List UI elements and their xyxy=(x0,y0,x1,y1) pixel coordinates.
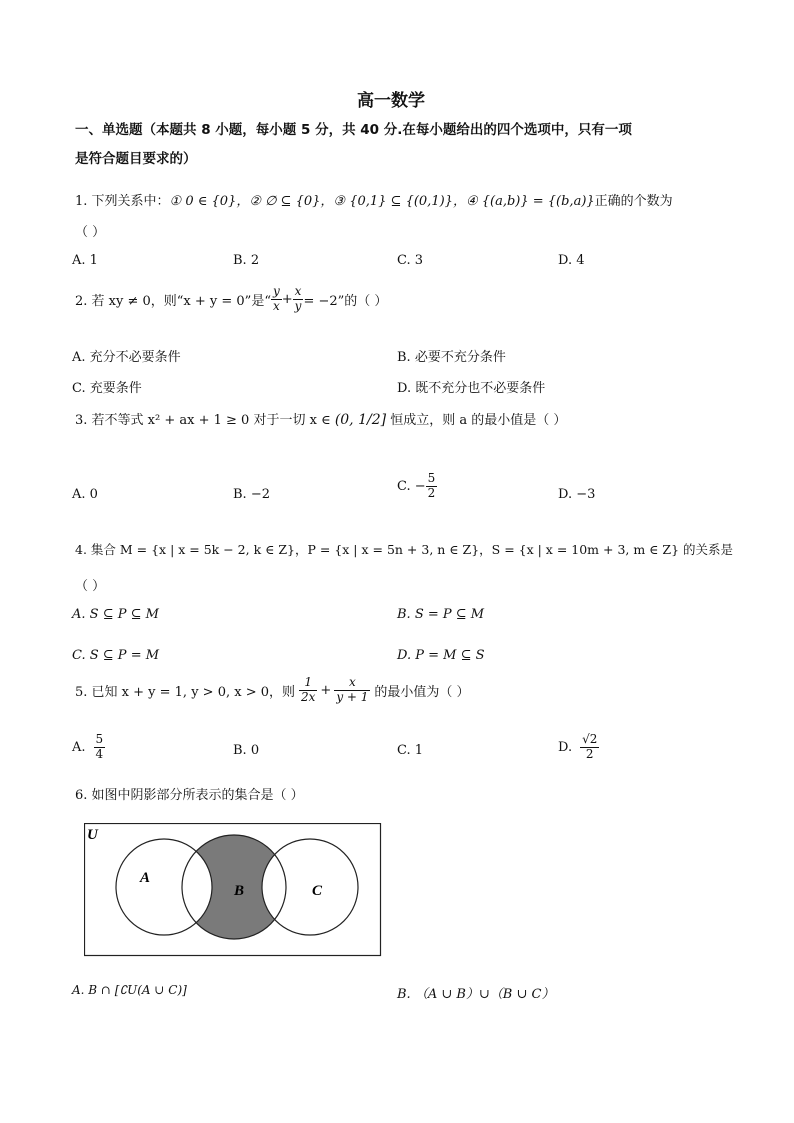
q4-option-b[interactable]: B. S = P ⊆ M xyxy=(397,607,485,622)
venn-label-u: U xyxy=(87,827,98,843)
q3-option-b[interactable]: B. −2 xyxy=(233,487,270,502)
q5-option-d[interactable] xyxy=(558,733,599,762)
q3-option-c[interactable] xyxy=(397,472,437,501)
q2-option-b[interactable]: B. 必要不充分条件 xyxy=(397,350,506,365)
q5-option-b[interactable]: B. 0 xyxy=(233,743,260,758)
q2-prefix: 2. 若 xy ≠ 0，则“x + y = 0”是“ xyxy=(75,293,271,309)
q3-suffix: 恒成立，则 a 的最小值是（ ） xyxy=(390,413,567,428)
question-2 xyxy=(75,285,387,314)
q3-option-a[interactable]: A. 0 xyxy=(72,487,98,502)
q2-fraction-2: $\frac{x}{y}$ xyxy=(294,284,302,313)
q6-option-a[interactable]: A. B ∩ [∁U(A ∪ C)] xyxy=(72,983,187,997)
q4-option-a[interactable]: A. S ⊆ P ⊆ M xyxy=(72,607,159,622)
q2-option-d[interactable]: D. 既不充分也不必要条件 xyxy=(397,381,546,396)
question-5 xyxy=(75,676,470,705)
q2-option-c[interactable]: C. 充要条件 xyxy=(72,381,142,396)
q3-prefix: 3. 若不等式 x² + ax + 1 ≥ 0 对于一切 x ∈ xyxy=(75,413,331,428)
venn-label-b: B xyxy=(234,883,245,899)
q1-option-a[interactable]: A. 1 xyxy=(72,253,98,268)
q5-suffix: 的最小值为（ ） xyxy=(374,684,470,700)
q5-plus: + xyxy=(320,682,332,698)
q5-option-a[interactable] xyxy=(72,733,105,762)
q1-relation-3: ，③ {0,1} ⊆ {(0,1)} xyxy=(320,194,453,209)
q5-option-a-label: A. xyxy=(72,739,86,755)
q1-option-c[interactable]: C. 3 xyxy=(397,253,424,268)
q4-option-c[interactable]: C. S ⊆ P = M xyxy=(72,648,160,663)
section-header-line2: 是符合题目要求的） xyxy=(75,151,197,167)
q3-option-d[interactable]: D. −3 xyxy=(558,487,596,502)
q3-option-c-fraction: $\frac{5}{2}$ xyxy=(427,471,436,500)
question-3 xyxy=(75,409,566,428)
q5-prefix: 5. 已知 x + y = 1, y > 0, x > 0，则 xyxy=(75,684,295,700)
q3-interval: (0, 1/2] xyxy=(334,412,387,428)
q5-option-d-label: D. xyxy=(558,739,573,755)
q1-relation-1: ① 0 ∈ {0} xyxy=(169,194,237,209)
q3-option-c-label: C. − xyxy=(397,478,426,494)
venn-diagram xyxy=(84,823,382,957)
page-title: 高一数学 xyxy=(357,91,425,111)
q1-answer-paren: （ ） xyxy=(75,225,106,240)
question-6: 6. 如图中阴影部分所表示的集合是（ ） xyxy=(75,788,304,803)
q1-prefix: 1. 下列关系中： xyxy=(75,194,170,209)
q4-answer-paren: （ ） xyxy=(75,579,106,594)
question-4: 4. 集合 M = {x | x = 5k − 2, k ∈ Z}，P = {x | x = 5n + 3, n ∈ Z}，S = {x | x = 10m + 3, m ∈ Z} 的关系是 xyxy=(75,542,734,557)
q2-option-a[interactable]: A. 充分不必要条件 xyxy=(72,350,181,365)
q4-option-d[interactable]: D. P = M ⊆ S xyxy=(397,648,485,663)
section-header-line1: 一、单选题（本题共 8 小题，每小题 5 分，共 40 分.在每小题给出的四个选项中，只有一项 xyxy=(75,122,632,138)
q1-relation-4: ，④ {(a,b)} = {(b,a)} xyxy=(452,194,595,209)
venn-label-a: A xyxy=(140,870,151,886)
q1-option-d[interactable]: D. 4 xyxy=(558,253,585,268)
question-1 xyxy=(75,190,673,209)
q5-option-a-fraction: $\frac{5}{4}$ xyxy=(95,732,104,761)
q2-fraction-1: $\frac{y}{x}$ xyxy=(272,284,280,313)
venn-label-c: C xyxy=(312,883,323,899)
q1-suffix: 正确的个数为 xyxy=(594,194,673,209)
q5-option-d-fraction: $\frac{√2}{2}$ xyxy=(582,732,598,761)
q2-tail: = −2”的（ ） xyxy=(303,293,388,309)
q5-fraction-1: $\frac{1}{2x}$ xyxy=(301,675,316,704)
q2-plus: + xyxy=(281,291,293,307)
q5-option-c[interactable]: C. 1 xyxy=(397,743,424,758)
q6-option-b[interactable]: B. （A ∪ B）∪（B ∪ C） xyxy=(397,987,555,1002)
q1-option-b[interactable]: B. 2 xyxy=(233,253,260,268)
q1-relation-2: ，② ∅ ⊆ {0} xyxy=(236,194,321,209)
q5-fraction-2: $\frac{x}{y + 1}$ xyxy=(336,675,369,704)
